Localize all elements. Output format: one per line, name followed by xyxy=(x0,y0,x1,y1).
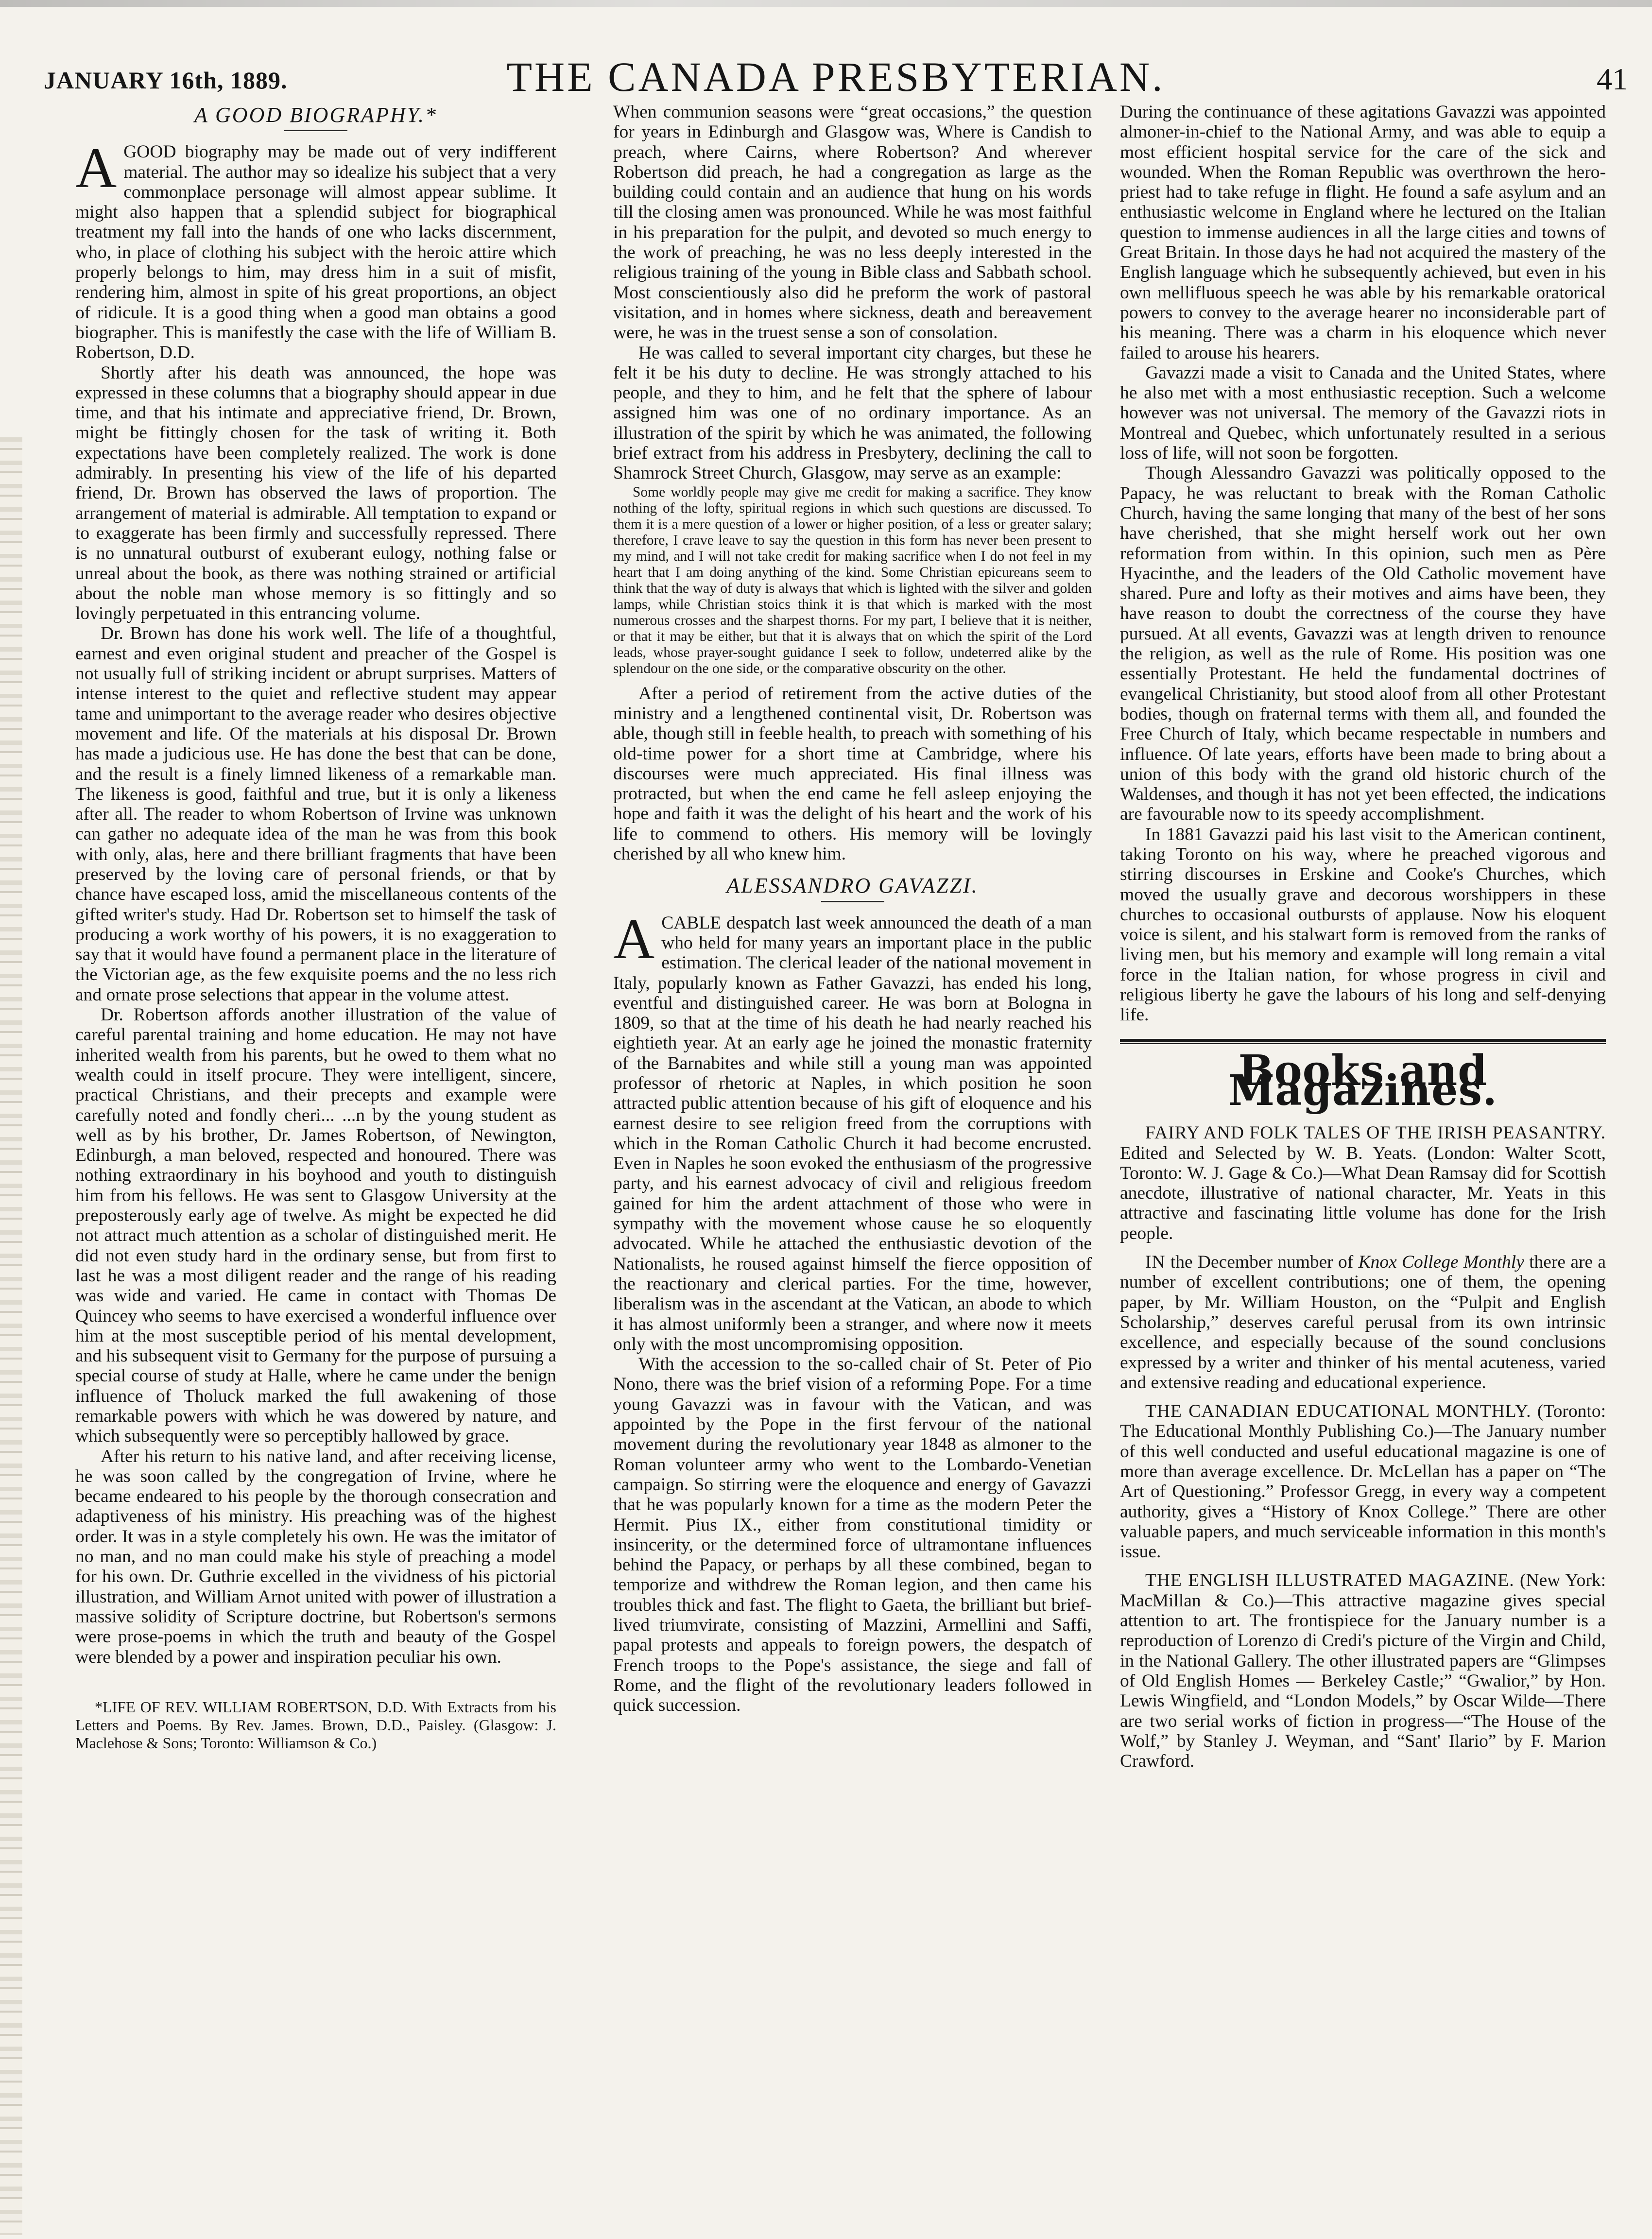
footnote xyxy=(75,1698,556,1752)
review-body: (Toronto: The Educational Monthly Publishing Co.)—The January number of this well conducted and useful educational magazine is one of more than average excellence. Dr. McLellan has a paper on “The Art of Questioning.” Professor Gregg, in every way a competent authority, gives a “History of Knox College.” There are other valuable papers, and much serviceable information in this month's issue. xyxy=(1120,1401,1606,1562)
newspaper-title: THE CANADA PRESBYTERIAN. xyxy=(506,53,1165,100)
quote-text: Some worldly people may give me credit for making a sacrifice. They know nothing of the lofty, spiritual regions in which such questions are discussed. To them it is a mere question of a lower or higher position, of a less or greater salary; therefore, I crave leave to say the question in this form has never been present to my mind, and I will not take credit for making sacrifice when I do not feel in my heart that I am doing anything of the kind. Some Christian epicureans seem to think that the way of duty is always that which is lighted with the silver and golden lamps, while Christian stoics think it is that which is marked with the most numerous crosses and the sharpest thorns. For my part, I believe that it is neither, or that it may be either, but that it is always that on which the spirit of the Lord leads, whose prayer-sought guidance I seek to follow, undeterred alike by the splendour on the one side, or the comparative obscurity on the other. xyxy=(613,484,1092,676)
column-1 xyxy=(75,102,556,2230)
article-heading-biography: A GOOD BIOGRAPHY.* xyxy=(194,103,438,127)
paragraph-text: CABLE despatch last week announced the death of a man who held for many years an important place in the public estimation. The clerical leader of the national movement in Italy, popularly known as Father Gavazzi, has ended his long, eventful and distinguished career. He was born at Bologna in 1809, so that at the time of his death he had nearly reached his eightieth year. At an early age he joined the monastic fraternity of the Barnabites and while still a young man was appointed professor of rhetoric at Naples, in which position he soon attracted public attention because of his gift of eloquence and his earnest desire to see religion freed from the corruptions with which in the Roman Catholic Church it had become encrusted. Even in Naples he soon evoked the enthusiasm of the progressive party, and his earnest advocacy of civil and religious freedom gained for him the ardent attachment of those who were in sympathy with the movement whose cause he so eloquently advocated. While he attached the enthusiastic devotion of the Nationalists, he roused against himself the fierce opposition of the reactionary and clerical parties. For the time, however, liberalism was in the ascendant at the Vatican, an abode to which it has almost uniformly been a stranger, and where now it meets only with the most uncompromising opposition. xyxy=(613,913,1092,1354)
gavazzi-paragraph-5: Though Alessandro Gavazzi was politically opposed to the Papacy, he was reluctant to break with the Roman Catholic Church, having the same longing that many of the best of her sons have cherished, that she might herself work out her own reformation from within. In this opinion, such men as Père Hyacinthe, and the leaders of the Old Catholic movement have shared. Pure and lofty as their motives and aims have been, they have reason to doubt the correctness of the course they have pursued. At all events, Gavazzi was at length driven to renounce the religion, as well as the rule of Rome. His position was one essentially Protestant. He held the fundamental doctrines of evangelical Christianity, but stood aloof from all other Protestant bodies, though on fraternal terms with them all, and founded the Free Church of Italy, which became respectable in numbers and influence. Of late years, efforts have been made to bring about a union of this body with the grand old historic church of the Waldenses, and though it has not yet been effected, the indications are favourable now to its speedy accomplishment. xyxy=(1120,463,1606,825)
biography-paragraph-3: Dr. Brown has done his work well. The life of a thoughtful, earnest and even original student and preacher of the Gospel is not usually full of striking incident or abrupt surprises. Matters of intense interest to the quiet and reflective student may appear tame and unimportant to the average reader who desires objective movement and life. Of the materials at his disposal Dr. Brown has made a judicious use. He has done the best that can be done, and the result is a finely limned likeness of a remarkable man. The likeness is good, faithful and true, but it is only a likeness after all. The reader to whom Robertson of Irvine was unknown can gather no adequate idea of the man he was from this book with only, alas, here and there brilliant fragments that have been preserved by the loving care of personal friends, or that by chance have escaped loss, amid the miscellaneous contents of the gifted writer's study. Had Dr. Robertson set to himself the task of producing a work worthy of his powers, it is no exaggeration to say that it would have found a permanent place in the literature of the Victorian age, as the few exquisite poems and the no less rich and ornate prose selections that appear in the volume attest. xyxy=(75,623,556,1005)
review-title: THE CANADIAN EDUCATIONAL MONTHLY. xyxy=(1145,1401,1532,1422)
gavazzi-paragraph-4: Gavazzi made a visit to Canada and the United States, where he also met with a most enthusiastic reception. Such a welcome however was not universal. The memory of the Gavazzi riots in Montreal and Quebec, which unfortunately resulted in a serious loss of life, will not soon be forgotten. xyxy=(1120,362,1606,464)
biography-paragraph-6: When communion seasons were “great occasions,” the question for years in Edinburgh and Glasgow was, Where is Candish to preach, where Cairns, where Robertson? And wherever Robertson did preach, he had a congregation as large as the building could contain and an audience that hung on his words till the closing amen was pronounced. While he was most faithful in his preparation for the pulpit, and devoted so much energy to the work of preaching, he was no less deeply interested in the religious training of the young in Bible class and Sabbath school. Most conscientiously also did he preform the work of pastoral visitation, and in homes where sickness, death and bereavement were, he was in the truest sense a son of consolation. xyxy=(613,102,1092,343)
review-body: (New York: MacMillan & Co.)—This attractive magazine gives special attention to art. The frontispiece for the January number is a reproduction of Lorenzo di Credi's picture of the Virgin and Child, in the National Gallery. The other illustrated papers are “Glimpses of Old English Homes — Berkeley Castle;” “Gwalior,” by Hon. Lewis Wingfield, and “London Models,” by Oscar Wilde—There are two serial works of fiction in progress—“The House of the Wolf,” by Stanley J. Weyman, and “Sant' Ilario” by F. Marion Crawford. xyxy=(1120,1570,1606,1772)
paragraph-text: GOOD biography may be made out of very indifferent material. The author may so idealize his subject that a very commonplace personage will almost appear sublime. It might also happen that a splendid subject for biographical treatment my fall into the hands of one who lacks discernment, who, in place of clothing his subject with the heroic attire which properly belongs to him, may dress him in a suit of misfit, rendering him, almost in spite of his great proportions, an object of ridicule. It is a good thing when a good man obtains a good biographer. This is manifestly the case with the life of William B. Robertson, D.D. xyxy=(75,142,556,363)
gavazzi-paragraph-6: In 1881 Gavazzi paid his last visit to the American continent, taking Toronto on his way, where he preached vigorous and stirring discourses in Erskine and Cooke's Churches, which moved the usually grave and decorous worshippers in these churches to occasional outbursts of applause. Now his eloquent voice is silent, and his stalwart form is removed from the ranks of living men, but his memory and example will long remain a vital force in the Italian nation, for whose progress in civil and religious liberty he gave the labours of his long and self-denying life. xyxy=(1120,824,1606,1025)
column-3 xyxy=(1120,102,1606,2230)
biography-paragraph-8: After a period of retirement from the active duties of the ministry and a lengthened continental visit, Dr. Robertson was able, though still in feeble health, to preach with something of his old-time power for a short time at Cambridge, where his discourses were much appreciated. His final illness was protracted, but when the end came he fell asleep enjoying the hope and faith it was the delight of his heart and the work of his life to commend to others. His memory will be lovingly cherished by all who knew him. xyxy=(613,683,1092,864)
drop-cap: A xyxy=(75,136,117,200)
section-rule-thin xyxy=(1120,1043,1606,1044)
review-3 xyxy=(1120,1401,1606,1562)
review-2 xyxy=(1120,1252,1606,1393)
section-rule-thick xyxy=(1120,1039,1606,1042)
review-lead: IN xyxy=(1145,1252,1166,1273)
page-number: 41 xyxy=(1597,62,1628,96)
gavazzi-paragraph-2: With the accession to the so-called chair of St. Peter of Pio Nono, there was the brief vision of a reforming Pope. For a time young Gavazzi was in favour with the Vatican, and was appointed by the Pope in the first fervour of the national movement during the revolutionary year 1848 as almoner to the Roman volunteer army who went to the Lombardo-Venetian campaign. So stirring were the eloquence and energy of Gavazzi that he was popularly known for a time as the modern Peter the Hermit. Pius IX., either from constitutional timidity or insincerity, or the determined force of ultramontane influences behind the Papacy, or perhaps by all these combined, began to temporize and withdrew the Roman legion, and then came his troubles thick and fast. The flight to Gaeta, the brilliant but brief-lived triumvirate, consisting of Mazzini, Armellini and Saffi, papal protests and appeals to foreign powers, the despatch of French troops to the Pope's assistance, the siege and fall of Rome, and the flight of the revolutionary leaders followed in quick succession. xyxy=(613,1354,1092,1716)
review-1 xyxy=(1120,1123,1606,1243)
review-title: THE ENGLISH ILLUSTRATED MAGAZINE. xyxy=(1145,1570,1514,1591)
biography-paragraph-7: He was called to several important city charges, but these he felt it be his duty to decline. He was strongly attached to his people, and they to him, and he felt that the sphere of labour assigned him was one of no ordinary importance. As an illustration of the spirit by which he was animated, the following brief extract from his address in Presbytery, declining the call to Shamrock Street Church, Glasgow, may serve as an example: xyxy=(613,343,1092,483)
magazine-title: Knox College Monthly xyxy=(1358,1252,1524,1273)
review-body: Edited and Selected by W. B. Yeats. (London: Walter Scott, Toronto: W. J. Gage & Co.)—What Dean Ramsay did for Scottish anecdote, illustrative of national character, Mr. Yeats in this attractive and fascinating little volume has done for the Irish people. xyxy=(1120,1143,1606,1243)
heading-rule xyxy=(821,901,884,902)
review-title: FAIRY AND FOLK TALES OF THE IRISH PEASANTRY. xyxy=(1145,1123,1606,1143)
scan-binding-strip xyxy=(0,437,22,2235)
section-heading-books: Books and Magazines. xyxy=(1228,1046,1497,1115)
review-text: the December number of xyxy=(1170,1252,1354,1273)
review-4 xyxy=(1120,1570,1606,1771)
issue-date: JANUARY 16th, 1889. xyxy=(44,67,288,94)
review-text: there are a number of excellent contributions; one of them, the opening paper, by Mr. William Houston, on the “Pulpit and English Scholarship,” deserves careful perusal from its own intrinsic excellence, and especially because of the sound conclusions expressed by a writer and thinker of his mental acuteness, varied and extensive reading and educational experience. xyxy=(1120,1252,1606,1393)
biography-paragraph-5: After his return to his native land, and after receiving license, he was soon called by the congregation of Irvine, where he became endeared to his people by the thorough consecration and adaptiveness of his ministry. His preaching was of the highest order. It was in a style completely his own. He was the imitator of no man, and no man could make his style of preaching a model for his own. Dr. Guthrie excelled in the vividness of his pictorial illustration, and William Arnot united with power of illustration a massive solidity of Scripture doctrine, but Robertson's sermons were prose-poems in which the truth and beauty of the Gospel were blended by a power and inspiration peculiar his own. xyxy=(75,1446,556,1667)
page-header xyxy=(44,52,1628,106)
biography-paragraph-4: Dr. Robertson affords another illustration of the value of careful parental training and home education. He may not have inherited wealth from his parents, but he owed to them what no wealth could in itself procure. They were intelligent, sincere, practical Christians, and their precepts and example were carefully noted and fondly cheri... ...n by the young student as well as by his brother, Dr. James Robertson, of Newington, Edinburgh, a man beloved, respected and honoured. There was nothing extraordinary in his boyhood and youth to distinguish him from his fellows. He was sent to Glasgow University at the preposterously early age of twelve. As might be expected he did not attract much attention as a scholar of distinguished merit. He did not even study hard in the ordinary sense, but from first to last he was a most diligent reader and the range of his reading was wide and varied. He came in contact with Thomas De Quincey who seems to have exercised a wonderful influence over him at the most susceptible period of his mental development, and his subsequent visit to Germany for the purpose of pursuing a special course of study at Halle, where he came under the benign influence of Tholuck marked the full awakening of those remarkable powers with which he was dowered by nature, and which subsequently were so perceptibly hallowed by grace. xyxy=(75,1005,556,1447)
article-heading-gavazzi: ALESSANDRO GAVAZZI. xyxy=(726,874,979,898)
biography-paragraph-1 xyxy=(75,136,556,363)
block-quote xyxy=(613,484,1092,677)
drop-cap: A xyxy=(613,907,655,971)
footnote-text: *LIFE OF REV. WILLIAM ROBERTSON, D.D. With Extracts from his Letters and Poems. By Rev. James. Brown, D.D., Paisley. (Glasgow: J. Maclehose & Sons; Toronto: Williamson & Co.) xyxy=(75,1698,556,1752)
biography-paragraph-2: Shortly after his death was announced, the hope was expressed in these columns that a biography should appear in due time, and that his intimate and appreciative friend, Dr. Brown, might be fittingly chosen for the task of writing it. Both expectations have been completely realized. The work is done admirably. In presenting his view of the life of his departed friend, Dr. Brown has observed the laws of proportion. The arrangement of material is admirable. All temptation to expand or to exaggerate has been firmly and successfully repressed. There is no unnatural outburst of exuberant eulogy, nothing false or unreal about the book, as there was nothing strained or artificial about the noble man whose memory is so fittingly and so lovingly perpetuated in this entrancing volume. xyxy=(75,362,556,624)
scan-top-edge xyxy=(0,0,1652,7)
gavazzi-paragraph-1 xyxy=(613,907,1092,1355)
gavazzi-paragraph-3: During the continuance of these agitations Gavazzi was appointed almoner-in-chief to the National Army, and was able to equip a most efficient hospital service for the care of the sick and wounded. When the Roman Republic was overthrown the hero-priest had to take refuge in flight. He found a safe asylum and an enthusiastic welcome in England where he lectured on the Italian question to immense audiences in all the large cities and towns of Great Britain. In those days he had not acquired the mastery of the English language which he subsequently achieved, but even in his own mellifluous speech he was able by his remarkable oratorical powers to convey to the average hearer no inconsiderable part of his meaning. There was a charm in his eloquence which never failed to arouse his hearers. xyxy=(1120,102,1606,363)
heading-rule xyxy=(284,130,347,131)
column-2 xyxy=(613,102,1092,2230)
